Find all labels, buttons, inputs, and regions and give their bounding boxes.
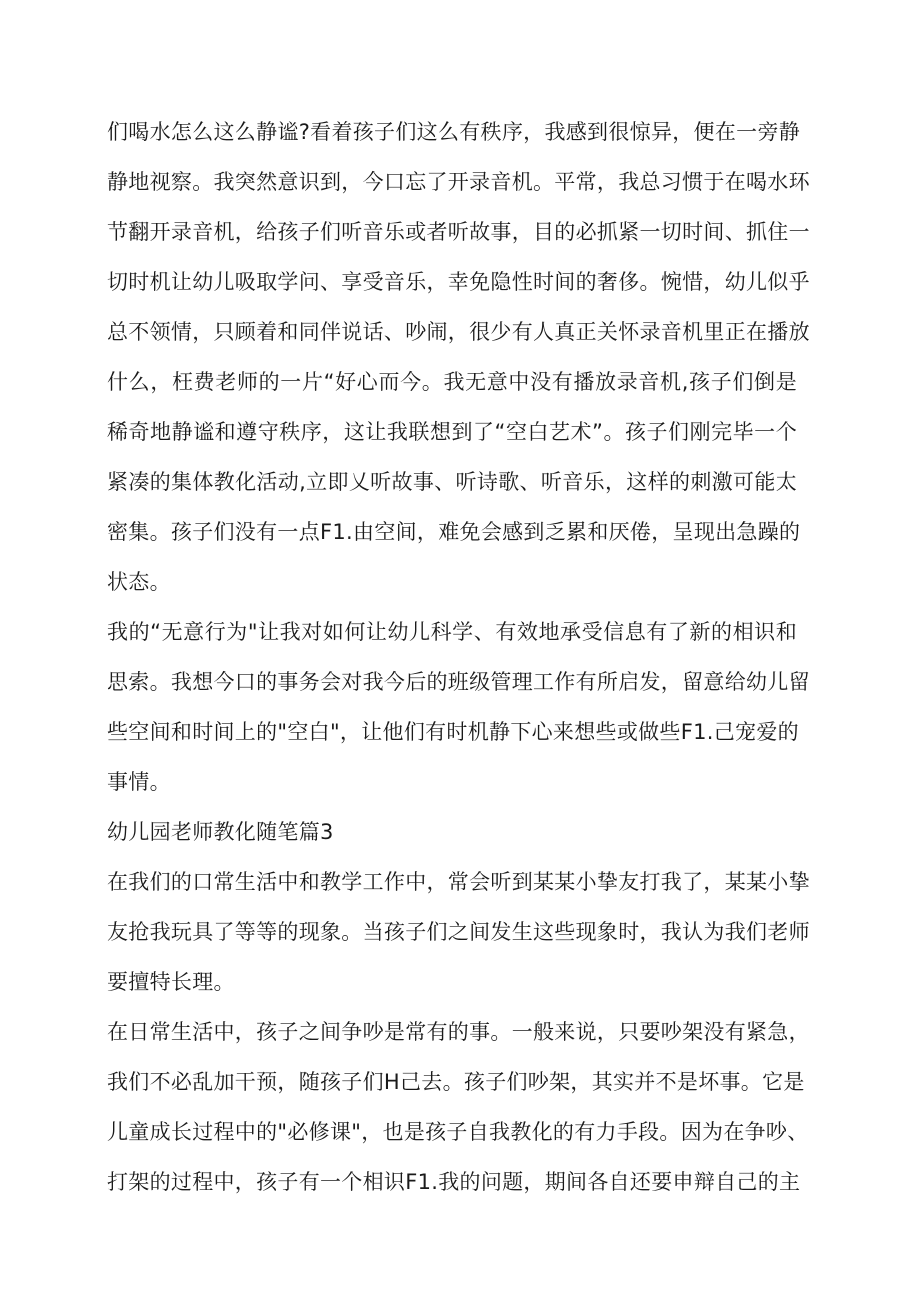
text-line: 在我们的口常生活中和教学工作中，常会听到某某小挚友打我了，某某小挚 bbox=[107, 870, 810, 894]
text-line: 在日常生活中，孩子之间争吵是常有的事。一般来说，只要吵架没有紧急， bbox=[107, 1020, 810, 1044]
text-line: 节翻开录音机，给孩子们听音乐或者听故事，目的必抓紧一切时间、抓住一 bbox=[107, 220, 810, 244]
text-line: 切时机让幼儿吸取学问、享受音乐，幸免隐性时间的奢侈。惋惜，幼儿似乎 bbox=[107, 270, 810, 294]
text-line: 状态。 bbox=[107, 570, 171, 594]
text-line: 紧凑的集体教化活动,立即乂听故事、听诗歌、听音乐，这样的刺激可能太 bbox=[107, 470, 797, 494]
text-line: 我的“无意行为"让我对如何让幼儿科学、有效地承受信息有了新的相识和 bbox=[107, 620, 797, 644]
text-line: 我们不必乱加干预，随孩子们H己去。孩子们吵架，其实并不是坏事。它是 bbox=[107, 1070, 805, 1094]
text-line: 们喝水怎么这么静谧?看着孩子们这么有秩序，我感到很惊异，便在一旁静 bbox=[107, 120, 801, 144]
text-line: 总不领情，只顾着和同伴说话、吵闹，很少有人真正关怀录音机里正在播放 bbox=[107, 320, 810, 344]
text-line: 儿童成长过程中的"必修课"，也是孩子自我教化的有力手段。因为在争吵、 bbox=[107, 1120, 809, 1144]
text-line: 友抢我玩具了等等的现象。当孩子们之间发生这些现象时，我认为我们老师 bbox=[107, 920, 810, 944]
text-line: 打架的过程中，孩子有一个相识F1.我的问题，期间各自还要申辩自己的主 bbox=[107, 1170, 801, 1194]
text-line: 事情。 bbox=[107, 770, 171, 794]
text-line: 些空间和时间上的"空白"，让他们有时机静下心来想些或做些F1.己宠爱的 bbox=[107, 720, 799, 744]
text-line: 稀奇地静谧和遵守秩序，这让我联想到了“空白艺术”。孩子们刚完毕一个 bbox=[107, 420, 797, 444]
section-heading: 幼儿园老师教化随笔篇3 bbox=[107, 820, 334, 844]
text-line: 静地视察。我突然意识到，今口忘了开录音机。平常，我总习惯于在喝水环 bbox=[107, 170, 810, 194]
text-line: 要擅特长理。 bbox=[107, 970, 235, 994]
text-line: 什么，枉费老师的一片“好心而今。我无意中没有播放录音机,孩子们倒是 bbox=[107, 370, 797, 394]
text-line: 思索。我想今口的事务会对我今后的班级管理工作有所启发，留意给幼儿留 bbox=[107, 670, 810, 694]
text-line: 密集。孩子们没有一点F1.由空间，难免会感到乏累和厌倦，呈现出急躁的 bbox=[107, 520, 801, 544]
